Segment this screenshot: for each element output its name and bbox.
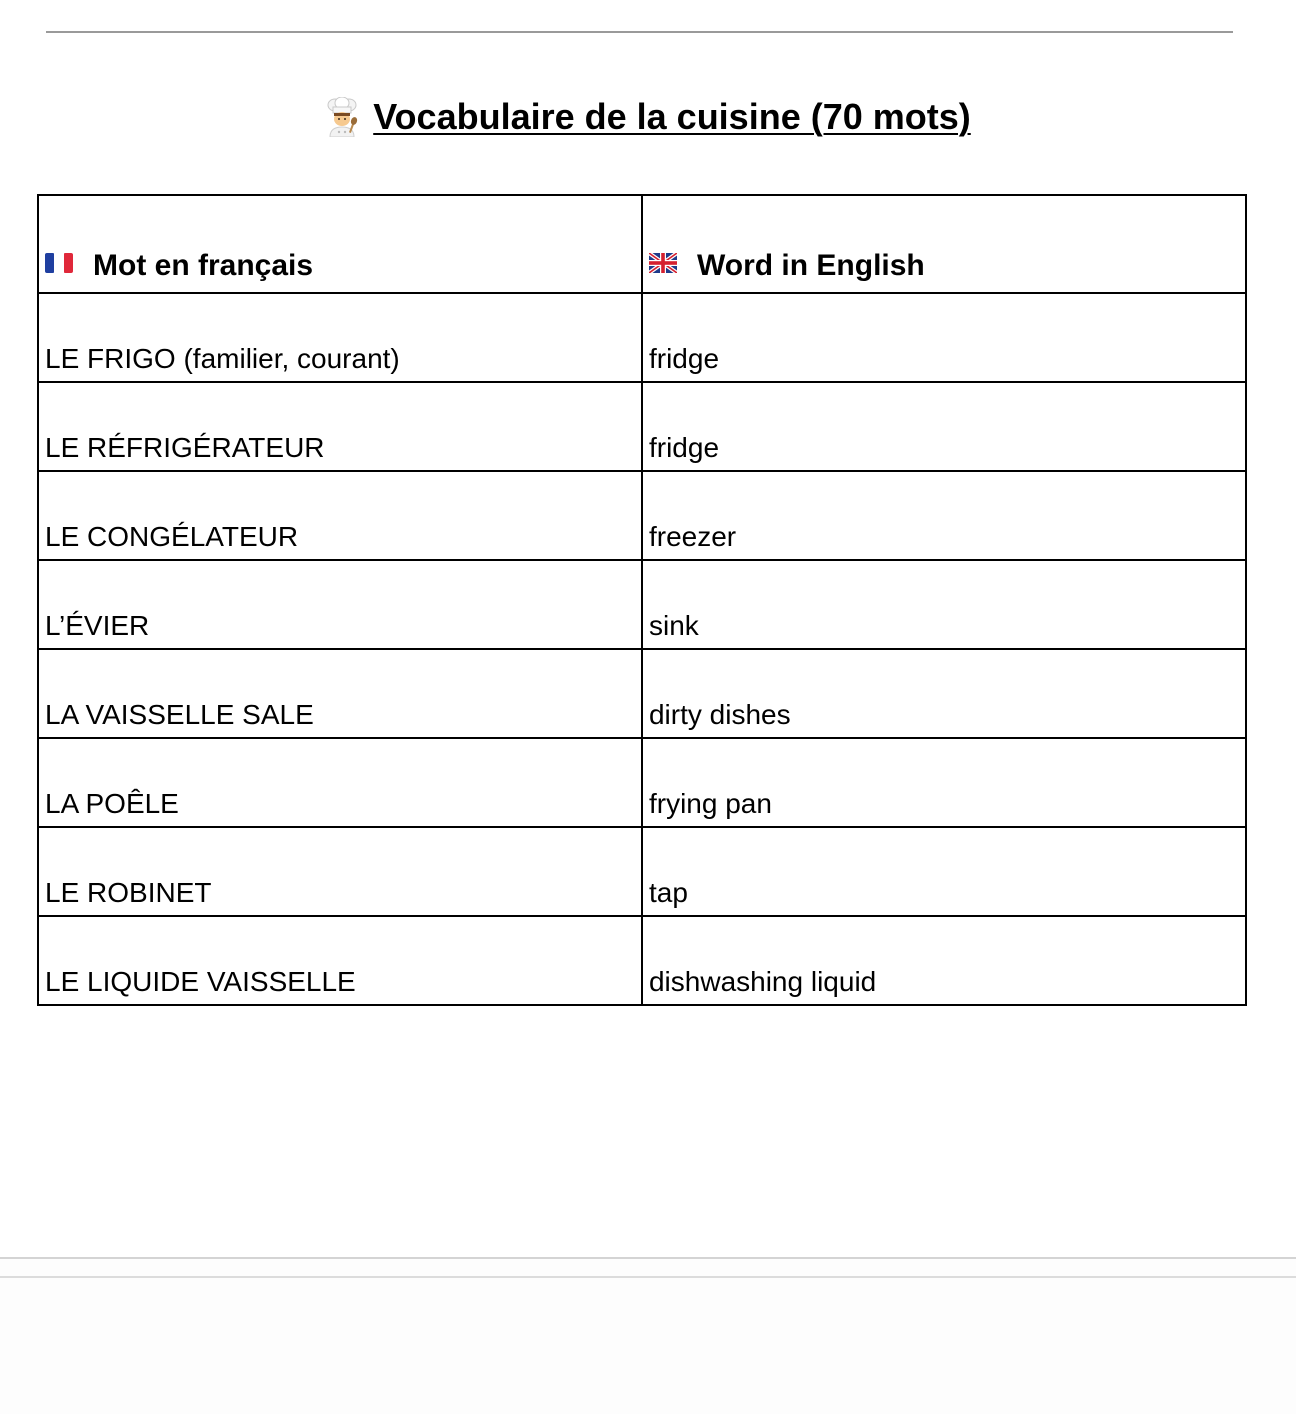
cell-french: LE FRIGO (familier, courant) xyxy=(38,293,642,382)
cell-english: sink xyxy=(642,560,1246,649)
bottom-panel xyxy=(0,1257,1296,1414)
vocabulary-table xyxy=(37,194,1247,1006)
header-french-label: Mot en français xyxy=(93,249,314,282)
header-french xyxy=(38,195,642,293)
cell-french: LE RÉFRIGÉRATEUR xyxy=(38,382,642,471)
cell-english: fridge xyxy=(642,382,1246,471)
table-header-row xyxy=(38,195,1246,293)
cell-english: dishwashing liquid xyxy=(642,916,1246,1005)
cell-english: tap xyxy=(642,827,1246,916)
cell-french: LA VAISSELLE SALE xyxy=(38,649,642,738)
top-divider xyxy=(46,31,1233,33)
page-title xyxy=(0,96,1296,138)
uk-flag-icon xyxy=(649,248,677,268)
cell-french: LA POÊLE xyxy=(38,738,642,827)
table-row xyxy=(38,827,1246,916)
header-english-label: Word in English xyxy=(696,249,925,282)
table-row xyxy=(38,382,1246,471)
title-text: Vocabulaire de la cuisine (70 mots) xyxy=(373,96,971,137)
cell-french: LE CONGÉLATEUR xyxy=(38,471,642,560)
french-flag-icon xyxy=(45,248,73,268)
cell-french: L’ÉVIER xyxy=(38,560,642,649)
cell-english: fridge xyxy=(642,293,1246,382)
cell-french: LE ROBINET xyxy=(38,827,642,916)
table-row xyxy=(38,916,1246,1005)
cell-english: freezer xyxy=(642,471,1246,560)
table-row xyxy=(38,471,1246,560)
table-row xyxy=(38,293,1246,382)
table-row xyxy=(38,560,1246,649)
cook-icon xyxy=(325,97,359,137)
cell-english: dirty dishes xyxy=(642,649,1246,738)
cell-french: LE LIQUIDE VAISSELLE xyxy=(38,916,642,1005)
cell-english: frying pan xyxy=(642,738,1246,827)
bottom-divider xyxy=(0,1276,1296,1278)
table-row xyxy=(38,649,1246,738)
header-english xyxy=(642,195,1246,293)
table-row xyxy=(38,738,1246,827)
